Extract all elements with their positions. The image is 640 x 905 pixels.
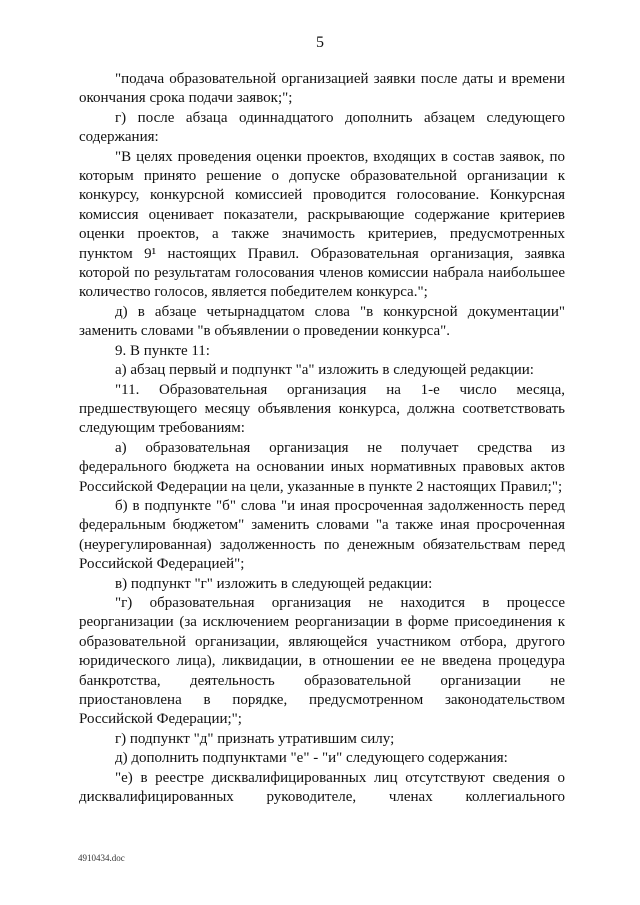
paragraph: "е) в реестре дисквалифицированных лиц отсутствуют сведения о дисквалифицированных руководителе, членах коллегиального <box>79 769 565 806</box>
paragraph: б) в подпункте "б" слова "и иная просроченная задолженность перед федеральным бюджетом" заменить словами "а также иная просроченная (неурегулированная) задолженность по денежным обязательствам перед Российской Федерацией"; <box>79 497 565 573</box>
paragraph: "В целях проведения оценки проектов, входящих в состав заявок, по которым принято решение о допуске образовательной организации к конкурсу, конкурсной комиссией проводится голосование. Конкурсная комиссия оценивает показатели, раскрывающие содержание критериев оценки проектов, а также значимость критериев, предусмотренных пунктом 9¹ настоящих Правил. Образовательная организация, заявка которой по результатам голосования членов комиссии набрала наибольшее количество голосов, является победителем конкурса."; <box>79 148 565 301</box>
paragraph: а) абзац первый и подпункт "а" изложить в следующей редакции: <box>115 362 534 379</box>
page-number: 5 <box>316 34 324 51</box>
paragraph: в) подпункт "г" изложить в следующей редакции: <box>115 575 433 592</box>
paragraph: "11. Образовательная организация на 1-е число месяца, предшествующего месяцу объявления конкурса, должна соответствовать следующим требованиям: <box>79 381 565 437</box>
paragraph: г) после абзаца одиннадцатого дополнить абзацем следующего содержания: <box>79 109 565 146</box>
paragraph: д) в абзаце четырнадцатом слова "в конкурсной документации" заменить словами "в объявлении о проведении конкурса". <box>79 303 565 340</box>
paragraph: "подача образовательной организацией заявки после даты и времени окончания срока подачи заявок;"; <box>79 71 565 107</box>
paragraph: 9. В пункте 11: <box>115 342 210 359</box>
paragraph: д) дополнить подпунктами "е" - "и" следующего содержания: <box>115 750 508 767</box>
document-body <box>79 70 565 807</box>
paragraph: г) подпункт "д" признать утратившим силу; <box>115 730 395 747</box>
paragraph: "г) образовательная организация не находится в процессе реорганизации (за исключением реорганизации в форме присоединения к образовательной организации, являющейся участником отбора, другого юридического лица), ликвидации, в отношении ее не введена процедура банкротства, деятельность образовательной организации не приостановлена в порядке, предусмотренном законодательством Российской Федерации;"; <box>79 594 565 728</box>
paragraph: а) образовательная организация не получает средства из федерального бюджета на основании иных нормативных правовых актов Российской Федерации на цели, указанные в пункте 2 настоящих Правил;"; <box>79 439 565 495</box>
footer-filename: 4910434.doc <box>78 853 125 863</box>
